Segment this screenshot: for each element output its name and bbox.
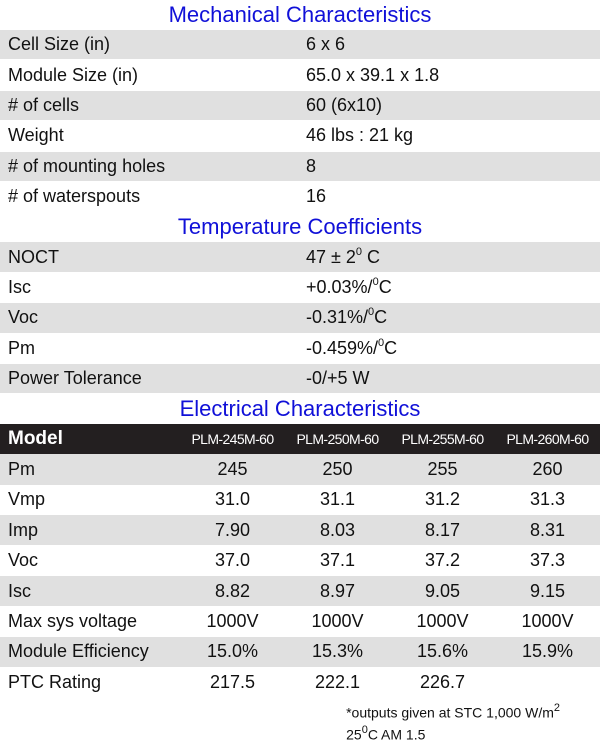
row-value: -0.31%/$^0$C <box>306 306 388 328</box>
table-cell: 1000V <box>521 610 574 631</box>
row-value: 65.0 x 39.1 x 1.8 <box>306 64 440 85</box>
row-label: Voc <box>8 550 39 571</box>
table-row <box>0 152 600 182</box>
table-cell: 250 <box>322 458 353 479</box>
table-row <box>0 30 600 60</box>
table-cell: 7.90 <box>214 519 251 540</box>
table-row <box>0 515 600 545</box>
table-cell: 8.17 <box>424 519 461 540</box>
row-value: +0.03%/$^0$C <box>306 275 392 297</box>
row-label: Imp <box>8 519 39 540</box>
table-row <box>0 485 600 515</box>
table-cell: 31.3 <box>529 489 566 510</box>
row-label: Voc <box>8 307 39 328</box>
table-cell: 37.1 <box>319 550 356 571</box>
row-value: 46 lbs : 21 kg <box>306 125 414 146</box>
footnote <box>346 700 560 743</box>
row-label: Isc <box>8 580 32 601</box>
mechanical-title: Mechanical Characteristics <box>168 2 432 27</box>
table-row <box>0 576 600 606</box>
table-cell: 222.1 <box>314 671 361 692</box>
table-cell: 1000V <box>311 610 364 631</box>
table-cell: 226.7 <box>419 671 466 692</box>
temperature-table <box>0 242 600 394</box>
temperature-title: Temperature Coefficients <box>177 214 423 240</box>
table-row <box>0 273 600 303</box>
table-cell: 8.31 <box>529 519 566 540</box>
electrical-table <box>0 424 600 697</box>
table-row <box>0 121 600 151</box>
row-label: Vmp <box>8 489 46 510</box>
table-cell: 217.5 <box>209 671 256 692</box>
table-cell: 37.2 <box>424 550 461 571</box>
row-label: # of waterspouts <box>8 186 141 207</box>
row-label: Module Size (in) <box>8 64 139 85</box>
row-label: Max sys voltage <box>8 610 138 631</box>
table-row <box>0 454 600 484</box>
row-label: Power Tolerance <box>8 368 142 389</box>
row-label: Pm <box>8 337 35 358</box>
table-cell: 9.15 <box>529 580 566 601</box>
table-row <box>0 606 600 636</box>
table-row <box>0 182 600 212</box>
table-cell: 37.3 <box>529 550 566 571</box>
table-row <box>0 334 600 364</box>
table-cell: 15.9% <box>521 641 574 662</box>
row-label: Pm <box>8 458 35 479</box>
row-label: Cell Size (in) <box>8 34 111 55</box>
model-column-header: PLM-260M-60 <box>506 431 589 448</box>
mechanical-table <box>0 30 600 212</box>
table-cell: 15.0% <box>206 641 259 662</box>
row-value: 60 (6x10) <box>306 94 383 115</box>
table-header <box>0 424 600 454</box>
table-cell: 37.0 <box>214 550 251 571</box>
row-label: NOCT <box>8 246 59 267</box>
table-cell: 8.03 <box>319 519 356 540</box>
model-header-label: Model <box>8 428 63 450</box>
electrical-title: Electrical Characteristics <box>179 396 421 422</box>
table-cell: 260 <box>532 458 563 479</box>
model-column-header: PLM-255M-60 <box>401 431 484 448</box>
row-label: PTC Rating <box>8 671 102 692</box>
row-value: -0/+5 W <box>306 368 370 389</box>
table-cell: 1000V <box>416 610 469 631</box>
row-label: Weight <box>8 125 64 146</box>
model-column-header: PLM-250M-60 <box>296 431 379 448</box>
table-row <box>0 91 600 121</box>
table-cell: 9.05 <box>424 580 461 601</box>
row-value: -0.459%/$^0$C <box>306 336 398 358</box>
table-cell: 1000V <box>206 610 259 631</box>
table-cell: 15.6% <box>416 641 469 662</box>
table-cell: 31.0 <box>214 489 251 510</box>
table-cell: 31.2 <box>424 489 461 510</box>
table-row <box>0 364 600 394</box>
table-cell: 31.1 <box>319 489 356 510</box>
table-cell: 15.3% <box>311 641 364 662</box>
table-row <box>0 242 600 272</box>
table-row <box>0 637 600 667</box>
table-cell: 8.97 <box>319 580 356 601</box>
footnote-line-2: $25^0C$ AM 1.5 <box>346 723 426 743</box>
table-cell: 8.82 <box>214 580 251 601</box>
footnote-line-1: *outputs given at STC 1,000 $W/m^2$ <box>346 702 560 721</box>
table-row <box>0 303 600 333</box>
table-row <box>0 667 600 697</box>
row-label: Isc <box>8 276 32 297</box>
table-cell: 245 <box>217 458 248 479</box>
row-value: 16 <box>306 186 327 207</box>
table-row <box>0 545 600 575</box>
table-cell: 255 <box>427 458 458 479</box>
row-label: Module Efficiency <box>8 641 149 662</box>
row-value: $47 \pm 2^0$ C <box>306 245 381 267</box>
table-row <box>0 60 600 90</box>
row-label: # of mounting holes <box>8 155 166 176</box>
row-label: # of cells <box>8 94 80 115</box>
row-value: 6 x 6 <box>306 34 346 55</box>
model-column-header: PLM-245M-60 <box>191 431 274 448</box>
row-value: 8 <box>306 155 317 176</box>
